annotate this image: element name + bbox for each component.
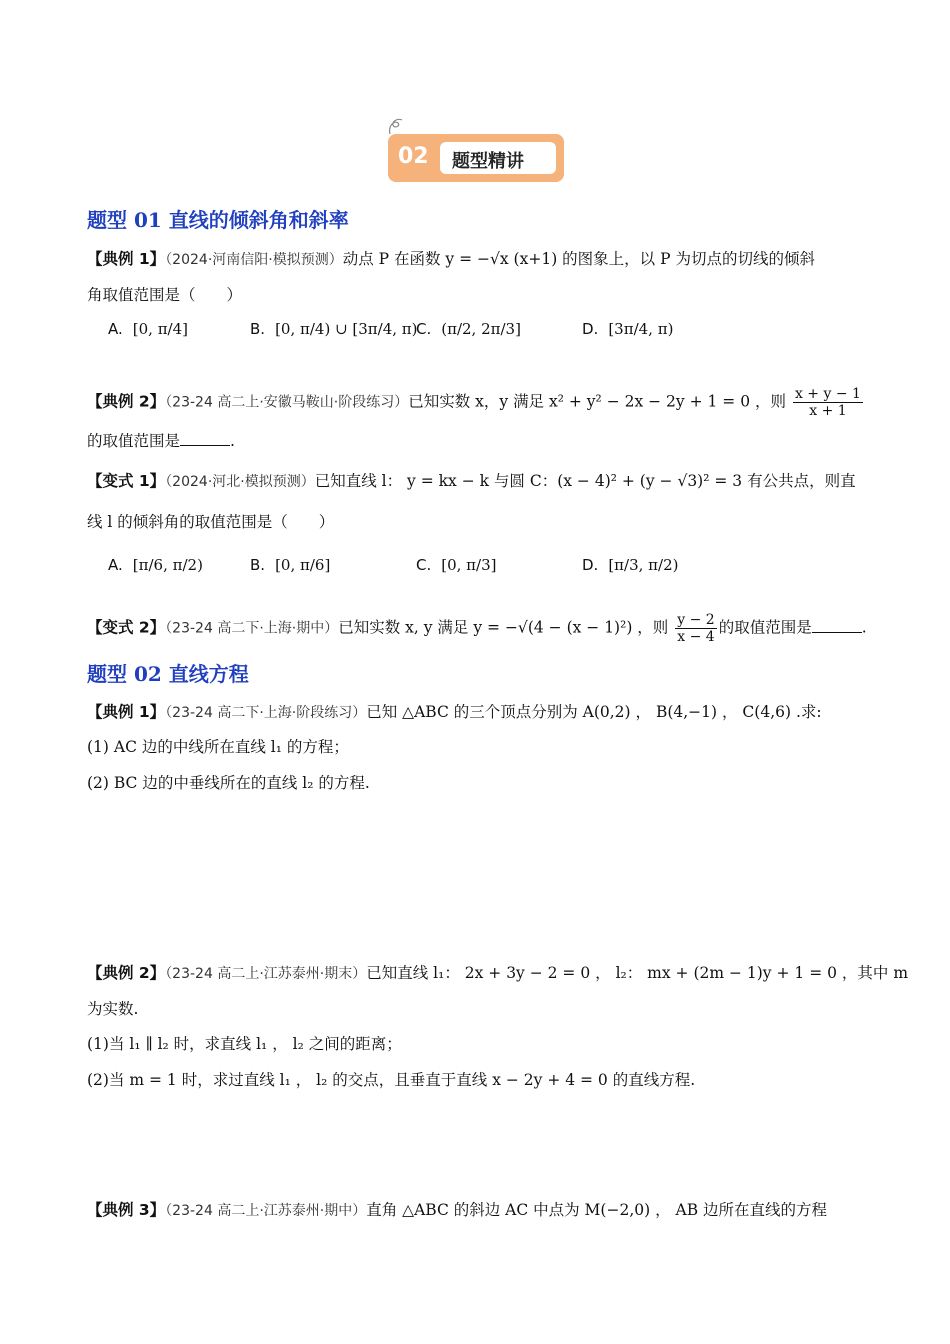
section-badge	[388, 134, 564, 182]
section2-title: 题型 02 直线方程	[87, 662, 249, 686]
s1-ex1-option-a: A. [0, π/4]	[108, 320, 189, 338]
s1-ex1-option-b: B. [0, π/4) ∪ [3π/4, π)	[250, 320, 418, 338]
s1-var2-fraction: $\frac{y - 2}{x - 4}$	[677, 612, 715, 645]
answer-blank	[180, 431, 230, 446]
s2-ex2-q1: (1)当 l₁ ∥ l₂ 时，求直线 l₁ ， l₂ 之间的距离；	[87, 1035, 402, 1053]
s1-ex1-source: （2024·河南信阳·模拟预测）	[165, 252, 343, 268]
s2-ex2-line2: 为实数.	[87, 1000, 139, 1018]
s1-var1-option-b: B. [0, π/6]	[250, 556, 331, 574]
s1-var1-option-d: D. [π/3, π/2)	[582, 556, 679, 574]
s2-ex2-line1: 【典例 2】（23-24 高二上·江苏泰州·期末）已知直线 l₁： 2x + 3y − 2 = 0 ， l₂： mx + (2m − 1)y + 1 = 0 ，其中 m	[87, 964, 909, 982]
s2-ex1-q2: (2) BC 边的中垂线所在的直线 l₂ 的方程.	[87, 774, 370, 792]
s1-var1-option-a: A. [π/6, π/2)	[108, 556, 203, 574]
badge-label-box	[440, 142, 556, 174]
s1-ex2-line2: 的取值范围是 .	[87, 432, 235, 450]
s1-ex1-line1	[87, 248, 815, 271]
s1-var2-line: 【变式 2】（23-24 高二下·上海·期中）已知实数 x, y 满足 y = −√(4 − (x − 1)²) ，则 $\frac{y - 2}{x - 4}$ 的取值范围是 .	[87, 612, 867, 645]
s2-ex1-line1: 【典例 1】（23-24 高二下·上海·阶段练习）已知 △ABC 的三个顶点分别为 A(0,2) ， B(4,−1) ， C(4,6) .求:	[87, 703, 822, 721]
s1-ex1-text1: 动点 P 在函数 y = −√x (x+1) 的图象上，以 P 为切点的切线的倾斜	[342, 250, 815, 268]
s1-var1-option-c: C. [0, π/3]	[416, 556, 497, 574]
s1-ex2-fraction: $\frac{x + y - 1}{x + 1}$	[794, 386, 861, 419]
badge-title: 题型精讲	[452, 151, 524, 172]
s2-ex3-line1: 【典例 3】（23-24 高二上·江苏泰州·期中）直角 △ABC 的斜边 AC 中点为 M(−2,0) ， AB 边所在直线的方程	[87, 1201, 828, 1219]
s2-ex2-q2: (2)当 m = 1 时，求过直线 l₁ ， l₂ 的交点，且垂直于直线 x − 2y + 4 = 0 的直线方程.	[87, 1071, 696, 1089]
s1-var1-line1: 【变式 1】（2024·河北·模拟预测）已知直线 l： y = kx − k 与圆 C：(x − 4)² + (y − √3)² = 3 有公共点，则直	[87, 472, 856, 490]
s1-ex1-option-c: C. (π/2, 2π/3]	[416, 320, 521, 338]
badge-number: 02	[398, 144, 429, 169]
s1-var1-line2: 线 l 的倾斜角的取值范围是（ ）	[87, 513, 335, 531]
s2-ex1-q1: (1) AC 边的中线所在直线 l₁ 的方程；	[87, 738, 349, 756]
answer-blank	[812, 618, 862, 633]
s1-ex1-tag: 【典例 1】	[87, 250, 166, 268]
section1-title: 题型 01 直线的倾斜角和斜率	[87, 208, 349, 232]
s1-ex1-line2: 角取值范围是（ ）	[87, 286, 243, 304]
s1-ex2-line1: 【典例 2】（23-24 高二上·安徽马鞍山·阶段练习）已知实数 x，y 满足 x² + y² − 2x − 2y + 1 = 0 ，则 $\frac{x + y - 1}{x + 1}$	[87, 386, 861, 419]
s1-ex1-option-d: D. [3π/4, π)	[582, 320, 674, 338]
